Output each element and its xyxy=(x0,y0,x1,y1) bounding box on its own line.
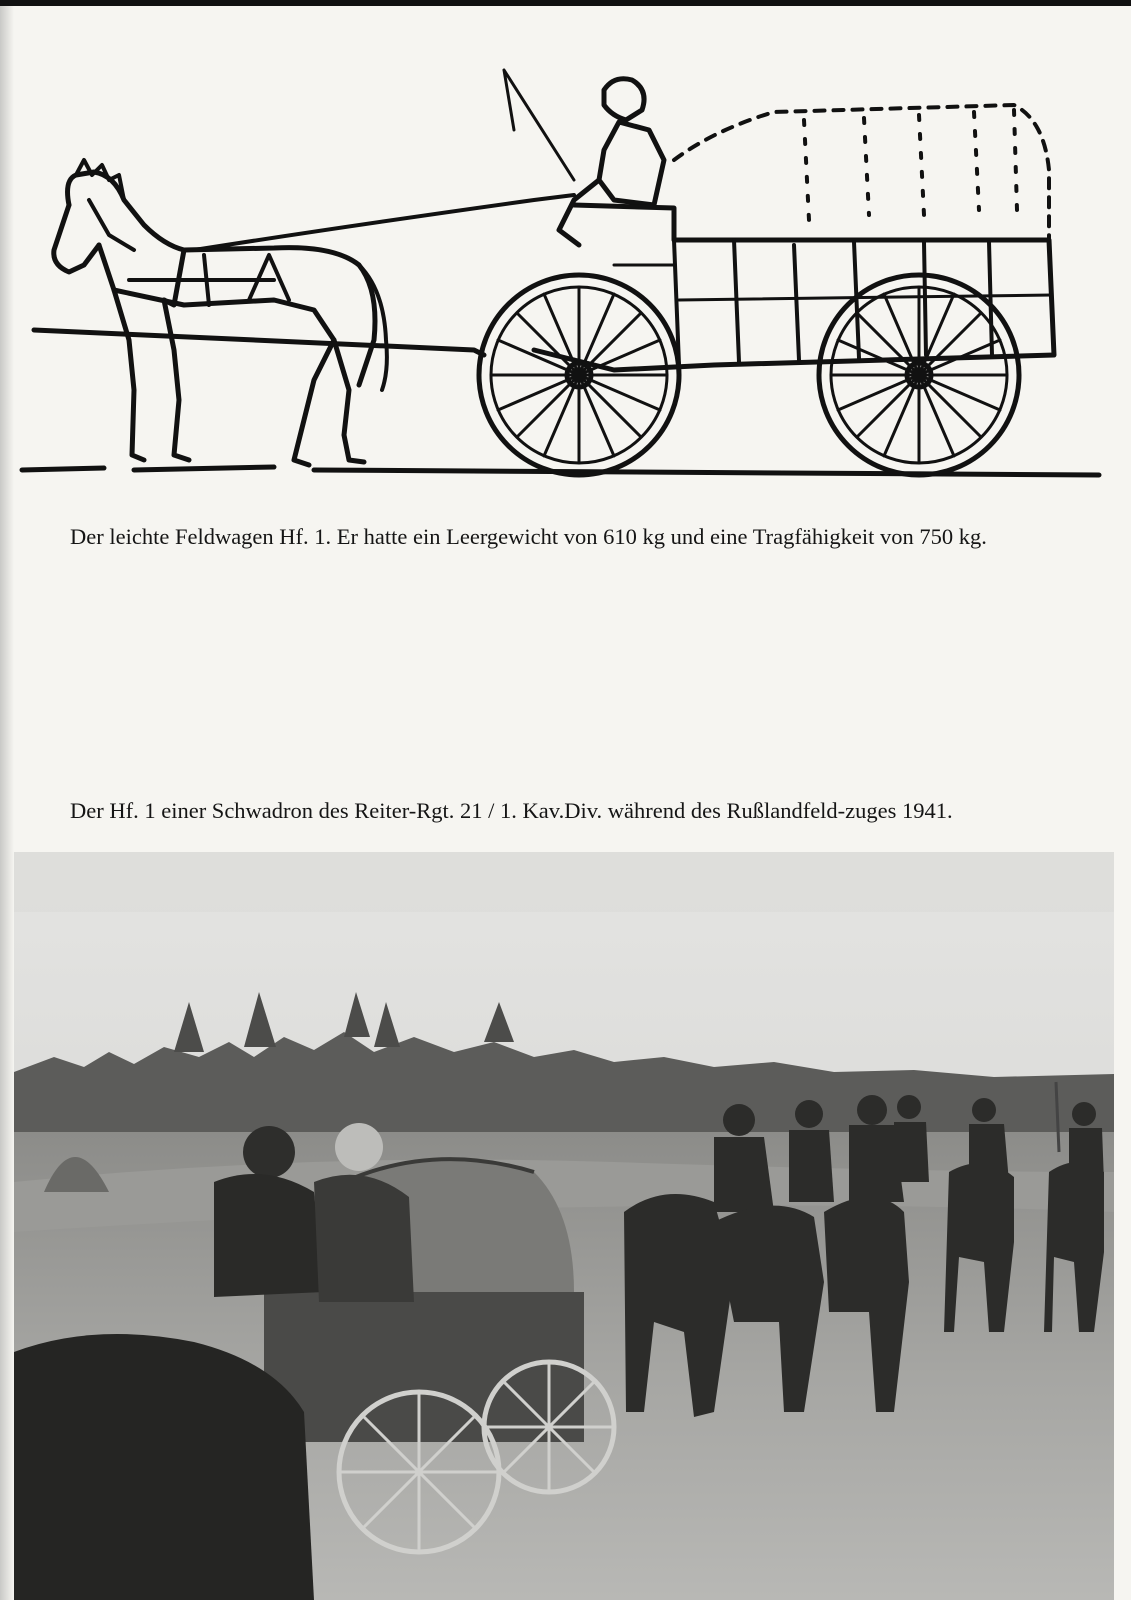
photo-caption: Der Hf. 1 einer Schwadron des Reiter-Rgt. 21 / 1. Kav.Div. während des Rußlandfeld-zuges 1941. xyxy=(70,798,953,823)
field-wagon-drawing xyxy=(14,50,1114,490)
page-gutter-shadow xyxy=(0,6,14,1600)
horse-wagon-drawing-icon xyxy=(14,50,1114,490)
page-top-edge xyxy=(0,0,1131,6)
drawing-caption: Der leichte Feldwagen Hf. 1. Er hatte ein Leergewicht von 610 kg und eine Tragfähigkeit von 750 kg. xyxy=(70,524,987,549)
wagon-cavalry-photo-icon xyxy=(14,852,1114,1600)
historic-photograph xyxy=(14,852,1114,1600)
